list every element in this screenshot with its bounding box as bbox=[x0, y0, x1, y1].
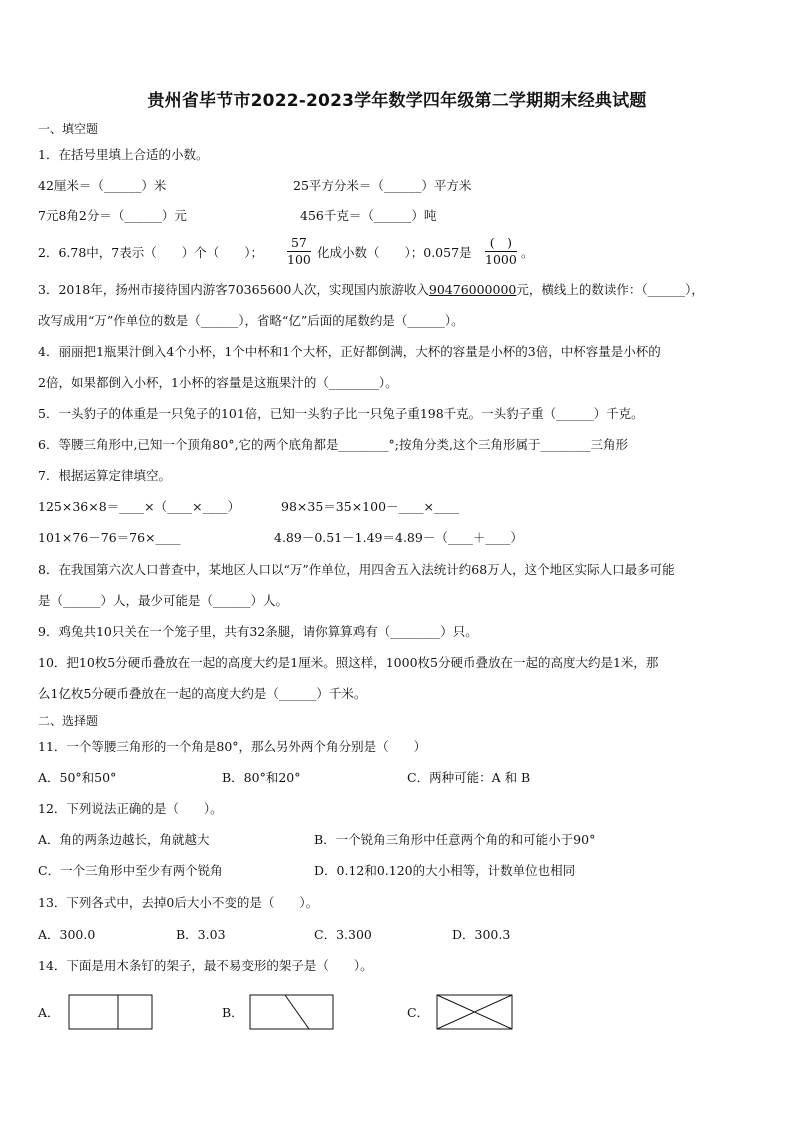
question-4-line1: 4．丽丽把1瓶果汁倒入4个小杯，1个中杯和1个大杯，正好都倒满，大杯的容量是小杯的3倍，中杯容量是小杯的 bbox=[38, 344, 661, 359]
question-14-stem: 14．下面是用木条钉的架子，最不易变形的架子是（ ）。 bbox=[38, 958, 373, 973]
question-9: 9．鸡兔共10只关在一个笼子里，共有32条腿，请你算算鸡有（________）只。 bbox=[38, 624, 478, 639]
question-6: 6．等腰三角形中,已知一个顶角80°,它的两个底角都是________°;按角分类,这个三角形属于________三角形 bbox=[38, 437, 628, 452]
frame-rectangle-cross-braced-icon bbox=[436, 994, 514, 1032]
question-12-option-c: C．一个三角形中至少有两个锐角 bbox=[38, 863, 223, 878]
question-11-stem: 11．一个等腰三角形的一个角是80°，那么另外两个角分别是（ ） bbox=[38, 739, 427, 754]
question-10-line1: 10．把10枚5分硬币叠放在一起的高度大约是1厘米。照这样，1000枚5分硬币叠放在一起的高度大约是1米，那 bbox=[38, 655, 659, 670]
question-13-option-b: B．3.03 bbox=[176, 927, 226, 942]
question-1-stem: 1．在括号里填上合适的小数。 bbox=[38, 147, 209, 162]
question-14-option-a: A． bbox=[38, 1005, 60, 1020]
question-4-line2: 2倍，如果都倒入小杯，1小杯的容量是这瓶果汁的（________）。 bbox=[38, 375, 398, 390]
frame-rectangle-divided-icon bbox=[68, 994, 154, 1032]
question-7-c: 101×76－76＝76×____ bbox=[38, 530, 181, 545]
question-8-line2: 是（______）人，最少可能是（______）人。 bbox=[38, 593, 289, 608]
question-3-text-b: 元，横线上的数读作：（______）， bbox=[516, 282, 704, 297]
question-13-option-d: D．300.3 bbox=[452, 927, 511, 942]
fraction-numerator: 57 bbox=[287, 235, 311, 252]
fraction-57-100 bbox=[287, 235, 311, 268]
question-1-a: 42厘米＝（______）米 bbox=[38, 178, 167, 193]
fraction-blank-1000 bbox=[485, 235, 517, 268]
question-13-option-a: A．300.0 bbox=[38, 927, 96, 942]
question-14-option-b: B． bbox=[222, 1005, 244, 1020]
question-3-underlined-number: 90476000000 bbox=[428, 282, 517, 297]
fraction-numerator: ( ) bbox=[485, 235, 517, 252]
question-5: 5．一头豹子的体重是一只兔子的101倍，已知一头豹子比一只兔子重198千克。一头豹子重（______）千克。 bbox=[38, 406, 644, 421]
question-11-option-c: C．两种可能：A 和 B bbox=[407, 770, 531, 785]
question-1-d: 456千克＝（______）吨 bbox=[300, 208, 437, 223]
question-8-line1: 8．在我国第六次人口普查中，某地区人口以“万”作单位，用四舍五入法统计约68万人，这个地区实际人口最多可能 bbox=[38, 562, 675, 577]
question-7-a: 125×36×8＝____×（____×____） bbox=[38, 499, 241, 514]
question-7-b: 98×35＝35×100－____×____ bbox=[281, 499, 459, 514]
question-14-option-c: C． bbox=[407, 1005, 430, 1020]
question-12-option-d: D．0.12和0.120的大小相等，计数单位也相同 bbox=[314, 863, 576, 878]
question-7-stem: 7．根据运算定律填空。 bbox=[38, 468, 171, 483]
question-1-c: 7元8角2分＝（______）元 bbox=[38, 208, 187, 223]
fraction-denominator: 100 bbox=[287, 252, 311, 267]
question-13-option-c: C．3.300 bbox=[314, 927, 372, 942]
section-fill-in: 一、填空题 bbox=[38, 122, 99, 136]
fraction-denominator: 1000 bbox=[485, 252, 517, 267]
page-title: 贵州省毕节市2022-2023学年数学四年级第二学期期末经典试题 bbox=[147, 91, 647, 111]
question-2-part2: 化成小数（ ）；0.057是 bbox=[317, 245, 472, 260]
question-12-option-a: A．角的两条边越长，角就越大 bbox=[38, 832, 210, 847]
question-7-d: 4.89－0.51－1.49＝4.89－（____＋____） bbox=[274, 530, 523, 545]
question-2-part1: 2．6.78中，7表示（ ）个（ ）； bbox=[38, 245, 263, 260]
question-10-line2: 么1亿枚5分硬币叠放在一起的高度大约是（______）千米。 bbox=[38, 686, 367, 701]
question-11-option-a: A．50°和50° bbox=[38, 770, 117, 785]
section-multiple-choice: 二、选择题 bbox=[38, 714, 99, 728]
question-3-text-a: 3．2018年，扬州市接待国内游客70365600人次，实现国内旅游收入 bbox=[38, 282, 429, 297]
question-11-option-b: B．80°和20° bbox=[222, 770, 301, 785]
frame-rectangle-single-diagonal-icon bbox=[249, 994, 335, 1032]
question-3-line2: 改写成用“万”作单位的数是（______），省略“亿”后面的尾数约是（______）。 bbox=[38, 313, 464, 328]
question-2-part3: 。 bbox=[521, 245, 534, 260]
question-3-line1 bbox=[38, 281, 704, 299]
question-12-stem: 12．下列说法正确的是（ ）。 bbox=[38, 801, 223, 816]
question-1-b: 25平方分米＝（______）平方米 bbox=[293, 178, 472, 193]
question-12-option-b: B．一个锐角三角形中任意两个角的和可能小于90° bbox=[314, 832, 596, 847]
question-13-stem: 13．下列各式中，去掉0后大小不变的是（ ）。 bbox=[38, 895, 319, 910]
